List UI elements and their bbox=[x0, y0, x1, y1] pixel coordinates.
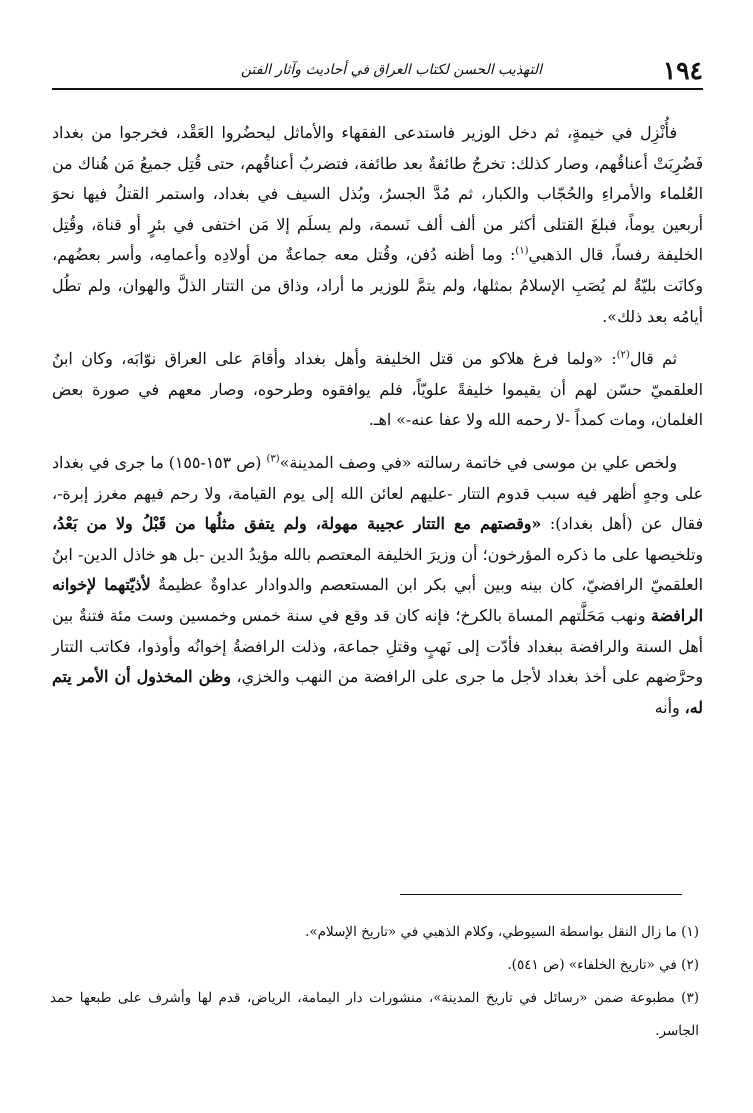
footnote-ref-3[interactable]: (٣) bbox=[266, 453, 280, 465]
paragraph-3-text-d: ونهب مَحَلَّتهم المساة بالكرخ؛ فإنه كان قد وقع في سنة خمس وخمسين وست مئة فتنةٌ بين أهل السنة والرافضة ببغداد فأدّت إلى نَهبٍ وقتلِ جماعة، وذلت الرافضةُ إخوانُه وأوذوا، فكاتب التتار وحرَّضهم على أخذ بغداد لأجل ما جرى على الرافضة من النهب والخزي، bbox=[52, 605, 703, 687]
page-header bbox=[52, 58, 703, 90]
paragraph-2-text-a: ثم قال bbox=[629, 349, 677, 369]
footnote-ref-1[interactable]: (١) bbox=[515, 246, 529, 258]
running-title: التهذيب الحسن لكتاب العراق في أحاديث وآثار الفتن bbox=[240, 62, 542, 78]
paragraph-3-bold-3: وظن المخذول أن الأمر يتم له، bbox=[52, 667, 703, 717]
footnote-ref-2[interactable]: (٢) bbox=[616, 349, 630, 361]
footnote-2: (٢) في «تاريخ الخلفاء» (ص ٥٤١). bbox=[507, 957, 699, 973]
paragraph-2 bbox=[52, 344, 703, 436]
paragraph-3-text-a: ولخص علي بن موسى في خاتمة رسالته «في وصف المدينة» bbox=[279, 452, 677, 472]
footnote-1: (١) ما زال النقل بواسطة السيوطي، وكلام الذهبي في «تاريخ الإسلام». bbox=[305, 924, 699, 940]
main-text bbox=[52, 118, 703, 735]
paragraph-2-text-b: : «ولما فرغ هلاكو من قتل الخليفة وأهل بغداد وأقامَ على العراق نوّابَه، وكان ابنُ العلقميّ حسّن لهم أن يقيموا خليفةً علويّاً، فلم يوافقوه وطرحوه، وصار معهم في صورة بعض الغلمان، ومات كمداً -لا رحمه الله ولا عفا عنه-» اهـ. bbox=[52, 349, 703, 430]
paragraph-3-text-b: (ص ١٥٣-١٥٥) ما جرى في بغداد على وجهٍ أظهر فيه سبب قدوم التتار -عليهم لعائن الله إلى يوم القيامة، ولا رحم فيهم مغرز إبرة-، فقال عن (أهل بغداد): bbox=[52, 452, 704, 534]
paragraph-1 bbox=[52, 118, 703, 332]
paragraph-3-bold-1: «وقصتهم مع التتار عجيبة مهولة، ولم يتفق مثلُها من قَبْلُ ولا من بَعْدُ، bbox=[52, 514, 542, 534]
paragraph-3-text-c: وتلخيصها على ما ذكره المؤرخون؛ أن وزيرَ الخليفة المعتصم بالله مؤيدُ الدين -بل هو خاذل الدين- ابنُ العلقميّ الرافضيّ، كان بينه وبين أبي بكر ابن المستعصم والدوادار عداوةٌ عظيمةٌ bbox=[52, 544, 703, 595]
paragraph-3 bbox=[52, 448, 703, 723]
footnotes bbox=[50, 916, 699, 1048]
paragraph-1-text-b: : وما أظنه دُفن، وقُتل معه جماعةٌ من أولادِه وأعمامِه، وأسر بعضُهم، وكانَت بليّةٌ لم يُصَبِ الإسلامُ بمثلها، ولم يتمَّ للوزير ما أراد، وذاق من التتار الذلَّ والهوان، ولم تطُل أيامُه بعد ذلك». bbox=[52, 245, 703, 326]
paragraph-1-text-a: فأُنْزِل في خيمةٍ، ثم دخل الوزير فاستدعى الفقهاء والأماثل ليحضُروا العَقْد، فخرجوا من بغداد فَضُرِبَتْ أعناقُهم، وصار كذلك: تخرجُ طائفةٌ بعد طائفة، فتضربُ أعناقُهم، حتى قُتِل جميعُ مَن هُناك من العُلماء والأمراءِ والحُجّاب والكبار، ثم مُدَّ الجسرُ، وبُذل السيف في بغداد، واستمر القتلُ فيها نحوَ أربعين يوماً، فبلغَ القتلى أكثر من ألف ألف نَسمة، ولم يسلَم إلا مَن اختفى في بئرٍ أو قناة، وقُتِل الخليفة رفساً، قال الذهبي bbox=[52, 123, 703, 265]
footnote-divider bbox=[400, 894, 682, 895]
paragraph-3-bold-2: لأذيّتهما لإخوانه الرافضة bbox=[52, 575, 703, 625]
paragraph-3-text-e: وأنه bbox=[654, 697, 685, 717]
footnote-3: (٣) مطبوعة ضمن «رسائل في تاريخ المدينة»، منشورات دار اليمامة، الرياض، قدم لها وأشرف على طبعها حمد الجاسر. bbox=[50, 990, 699, 1039]
page-number: ١٩٤ bbox=[662, 56, 703, 85]
